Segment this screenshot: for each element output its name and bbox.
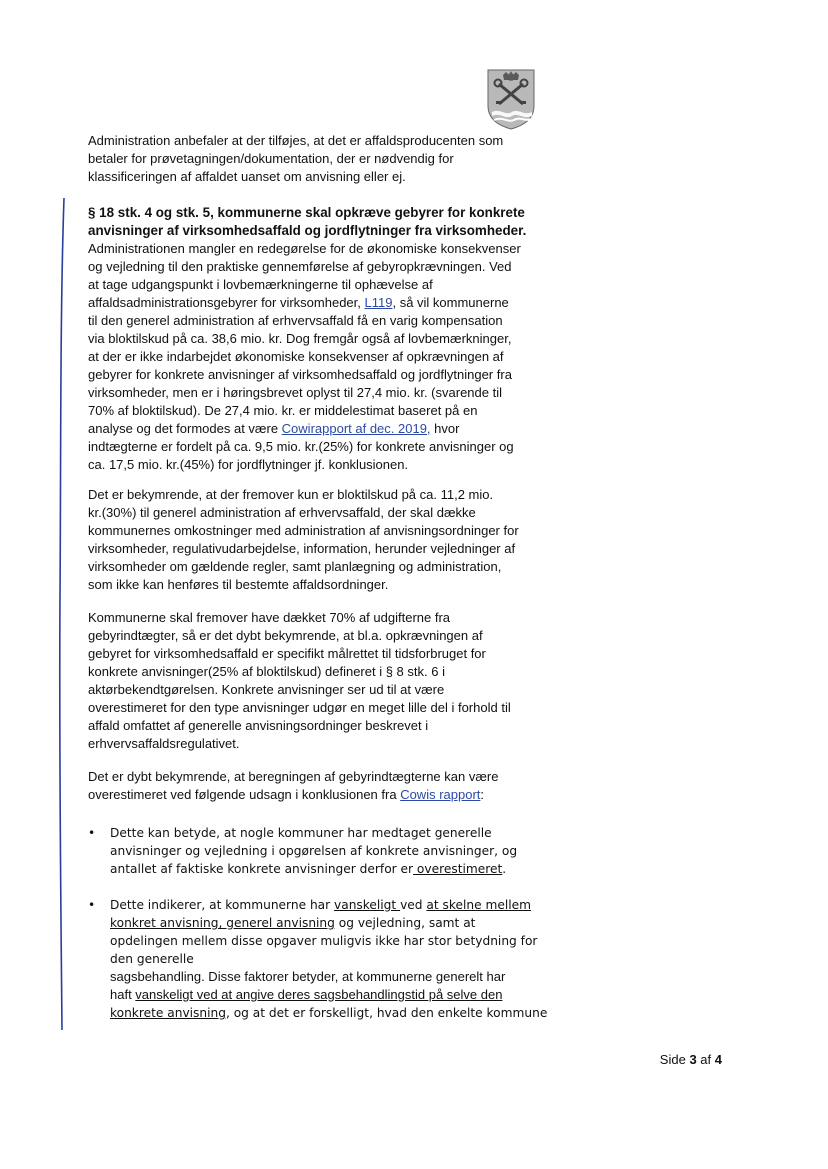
text-line: gebyrindtægter, så er det dybt bekymrende, at bl.a. opkrævningen af [88, 628, 483, 643]
text-line: sagsbehandling. Disse faktorer betyder, at kommunerne generelt har [110, 969, 506, 984]
text-line: Administration anbefaler at der tilføjes, at det er affaldsproducenten som [88, 133, 504, 148]
cowis-rapport-link[interactable]: Cowis rapport [400, 787, 481, 802]
bullet-icon: • [88, 898, 96, 912]
footer-of: af [700, 1052, 712, 1067]
text-line [110, 986, 547, 1004]
text-line: og vejledning til den praktiske gennemførelse af gebyropkrævningen. Ved [88, 259, 512, 274]
text-line: overestimeret for den type anvisninger udgør en meget lille del i forhold til [88, 700, 511, 715]
underlined-text: at skelne mellem [426, 898, 531, 912]
text-line: virksomheder om gældende regler, samt planlægning og administration, [88, 559, 502, 574]
text-span: , og at det er forskelligt, hvad den enkelte kommune [225, 1006, 548, 1020]
text-span: : [480, 787, 485, 802]
text-line: Dette kan betyde, at nogle kommuner har medtaget generelle [110, 826, 492, 840]
text-span: haft [110, 987, 136, 1002]
text-span: analyse og det formodes at være [88, 421, 282, 436]
municipal-crest-icon [486, 68, 536, 130]
text-line: erhvervsaffaldsregulativet. [88, 736, 240, 751]
section-heading: § 18 stk. 4 og stk. 5, kommunerne skal opkræve gebyrer for konkrete [88, 205, 525, 220]
text-line: Kommunerne skal fremover have dækket 70% af udgifterne fra [88, 610, 451, 625]
underlined-text: konkrete anvisning [110, 1006, 226, 1020]
text-line: kr.(30%) til generel administration af erhvervsaffald, der skal dække [88, 505, 476, 520]
text-line: Det er dybt bekymrende, at beregningen af gebyrindtægterne kan være [88, 769, 499, 784]
list-item-body [110, 824, 517, 878]
text-line: at tage udgangspunkt i lovbemærkningerne til ophævelse af [88, 277, 433, 292]
footer-label: Side [659, 1052, 686, 1067]
underlined-text: overestimeret [413, 862, 503, 876]
text-line: aktørbekendtgørelsen. Konkrete anvisninger ser ud til at være [88, 682, 445, 697]
text-line: via bloktilskud på ca. 38,6 mio. kr. Dog fremgår også af lovbemærkninger, [88, 331, 512, 346]
text-line: virksomheder, men er i høringsbrevet oplyst til 27,4 mio. kr. (svarende til [88, 385, 502, 400]
text-line [110, 896, 547, 914]
cowirapport-link[interactable]: Cowirapport af dec. 2019, [281, 421, 431, 436]
handwritten-margin-line [52, 196, 72, 1032]
text-span: antallet af faktiske konkrete anvisninger derfor er [110, 862, 414, 876]
text-line: som ikke kan henføres til bestemte affaldsordninger. [88, 577, 389, 592]
section-18 [88, 204, 526, 474]
text-line [88, 420, 526, 438]
intro-paragraph [88, 132, 503, 186]
text-line: klassificeringen af affaldet uanset om anvisning eller ej. [88, 169, 406, 184]
text-line: opdelingen mellem disse opgaver muligvis ikke har stor betydning for [110, 934, 538, 948]
text-line: at der er ikke indarbejdet økonomiske konsekvenser af opkrævningen af [88, 349, 504, 364]
text-line [110, 914, 547, 932]
cowi-paragraph [88, 768, 498, 804]
text-span: affaldsadministrationsgebyrer for virksomheder, [88, 295, 365, 310]
text-line: gebyret for virksomhedsaffald er specifikt målrettet til tidsforbruget for [88, 646, 486, 661]
text-line [110, 1004, 547, 1022]
current-page-number: 3 [689, 1052, 697, 1067]
text-span: . [502, 862, 507, 876]
page-number-footer [660, 1052, 722, 1067]
underlined-text: vanskeligt ved at angive deres sagsbehandlingstid på selve den [135, 987, 503, 1002]
text-span: Dette indikerer, at kommunerne har [110, 898, 335, 912]
text-line: indtægterne er fordelt på ca. 9,5 mio. kr.(25%) for konkrete anvisninger og [88, 439, 514, 454]
text-line [88, 786, 498, 804]
underlined-text: konkret anvisning, generel anvisning [110, 916, 335, 930]
text-span: og vejledning, samt at [334, 916, 476, 930]
text-line [88, 294, 526, 312]
text-line: Det er bekymrende, at der fremover kun er bloktilskud på ca. 11,2 mio. [88, 487, 494, 502]
text-span: , så vil kommunerne [392, 295, 509, 310]
text-line: gebyrer for konkrete anvisninger af virksomhedsaffald og jordflytninger fra [88, 367, 512, 382]
text-line: affald omfattet af generelle anvisningsordninger beskrevet i [88, 718, 429, 733]
text-line: kommunernes omkostninger med administration af anvisningsordninger for [88, 523, 519, 538]
text-line: 70% af bloktilskud). De 27,4 mio. kr. er middelestimat baseret på en [88, 403, 478, 418]
underlined-text: vanskeligt [334, 898, 401, 912]
text-line: Administrationen mangler en redegørelse for de økonomiske konsekvenser [88, 241, 521, 256]
text-line: ca. 17,5 mio. kr.(45%) for jordflytninger jf. konklusionen. [88, 457, 409, 472]
text-span: hvor [430, 421, 460, 436]
text-line: anvisninger og vejledning i opgørelsen af konkrete anvisninger, og [110, 844, 518, 858]
bloktilskud-paragraph [88, 486, 519, 594]
l119-link[interactable]: L119 [364, 295, 393, 310]
text-line: til den generel administration af erhvervsaffald få en varig kompensation [88, 313, 503, 328]
text-line: den generelle [110, 952, 194, 966]
total-pages-number: 4 [714, 1052, 722, 1067]
text-line: konkrete anvisninger(25% af bloktilskud) defineret i § 8 stk. 6 i [88, 664, 445, 679]
bullet-icon: • [88, 826, 96, 840]
list-item-body [110, 896, 547, 1022]
text-line: betaler for prøvetagningen/dokumentation, der er nødvendig for [88, 151, 454, 166]
text-span: overestimeret ved følgende udsagn i konklusionen fra [88, 787, 401, 802]
section-heading: anvisninger af virksomhedsaffald og jordflytninger fra virksomheder. [88, 223, 527, 238]
text-line [110, 860, 517, 878]
text-line: virksomheder, regulativudarbejdelse, information, herunder vejledninger af [88, 541, 516, 556]
kommunerne-paragraph [88, 609, 511, 753]
text-span: ved [400, 898, 427, 912]
